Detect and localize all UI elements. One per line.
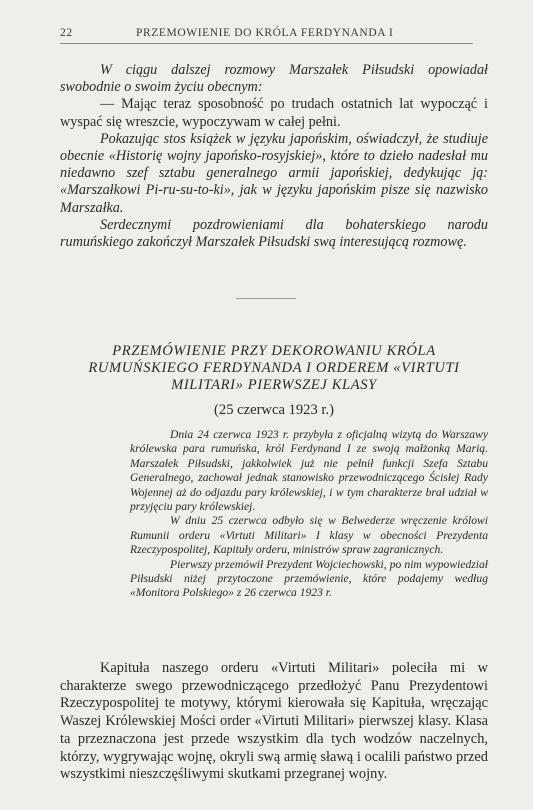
editorial-note <box>130 428 488 601</box>
interview-continuation <box>60 62 488 251</box>
note-paragraph-3: Pierwszy przemówił Prezydent Wojciechowski, po nim wypowiedział Piłsudski niżej przytoczone przemówienie, które podajemy według «Monitora Polskiego» z 26 czerwca 1923 r. <box>130 557 488 600</box>
intro-paragraph-1: W ciągu dalszej rozmowy Marszałek Piłsudski opowiadał swobodnie o swoim życiu obecnym: <box>60 62 488 96</box>
header-rule <box>60 43 473 44</box>
intro-paragraph-4: Serdecznymi pozdrowieniami dla bohaterskiego narodu rumuńskiego zakończył Marszałek Piłsudski swą interesującą rozmowę. <box>60 216 488 251</box>
note-paragraph-2: W dniu 25 czerwca odbyło się w Belwederze wręczenie królowi Rumunii orderu «Virtuti Militari» I klasy w obecności Prezydenta Rzeczypospolitej, Kapituły orderu, ministrów spraw zagranicznych. <box>130 514 488 557</box>
speech-text <box>60 660 488 784</box>
section-divider <box>236 298 296 299</box>
intro-paragraph-2: — Mając teraz sposobność po trudach ostatnich lat wypocząć i wyspać się wreszcie, wypoczywam w całej pełni. <box>60 96 488 130</box>
page-number: 22 <box>60 27 73 39</box>
section-title: PRZEMÓWIENIE PRZY DEKOROWANIU KRÓLA RUMUŃSKIEGO FERDYNANDA I ORDEREM «VIRTUTI MILITARI» PIERWSZEJ KLASY <box>88 343 460 393</box>
intro-paragraph-3: Pokazując stos książek w języku japońskim, oświadczył, że studiuje obecnie «Historię wojny japońsko-rosyjskiej», które to dzieło nadesłał mu niedawno szef sztabu generalnego armii japońskiej, dedykując ją: «Marszałkowi Pi-ru-su-to-ki», jak w języku japońskim pisze się nazwisko Marszałka. <box>60 130 488 216</box>
running-header <box>60 27 473 43</box>
section-date: (25 czerwca 1923 r.) <box>214 402 334 418</box>
note-paragraph-1: Dnia 24 czerwca 1923 r. przybyła z oficjalną wizytą do Warszawy królewska para rumuńska, król Ferdynand I ze swoją małżonką Marią. Marszałek Piłsudski, jakkolwiek już nie pełnił funkcji Szefa Sztabu Generalnego, zachował jednak stanowisko przewodniczącego Ścisłej Rady Wojennej aż do odjazdu pary królewskiej, i w tym charakterze brał udział w przyjęciu pary królewskiej. <box>130 428 488 514</box>
speech-paragraph-1: Kapituła naszego orderu «Virtuti Militari» poleciła mi w charakterze swego przewodniczącego przedłożyć Panu Prezydentowi Rzeczypospolitej te motywy, którymi kierowała się Kapituła, wręczając Waszej Królewskiej Mości order «Virtuti Militari» pierwszej klasy. Klasa ta przeznaczona jest przede wszystkim dla tych wodzów naczelnych, którzy, wygrywając wojnę, okryli swą armię sławą i ocalili państwo przed wszystkimi nieszczęśliwymi skutkami przegranej wojny. <box>60 660 488 783</box>
running-title: PRZEMOWIENIE DO KRÓLA FERDYNANDA I <box>136 27 394 39</box>
